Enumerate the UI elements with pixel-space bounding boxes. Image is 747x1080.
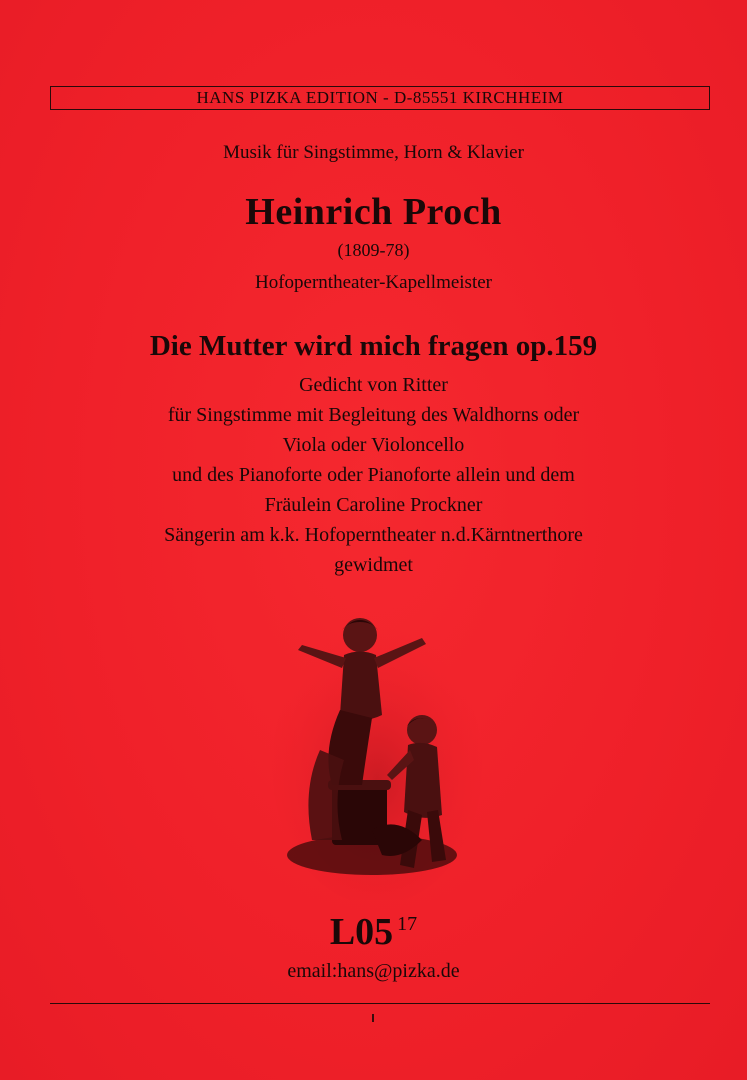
publisher-line: HANS PIZKA EDITION - D-85551 KIRCHHEIM bbox=[196, 88, 564, 107]
composer-dates: (1809-78) bbox=[337, 240, 410, 260]
bottom-tick-mark bbox=[372, 1014, 374, 1022]
dedication-line: gewidmet bbox=[334, 554, 413, 576]
contact-email: email:hans@pizka.de bbox=[287, 960, 460, 982]
dedication-line: für Singstimme mit Begleitung des Waldhorns oder bbox=[167, 404, 580, 426]
dedication-block bbox=[0, 370, 747, 580]
subtitle: Musik für Singstimme, Horn & Klavier bbox=[223, 142, 524, 163]
catalog-code: L05 bbox=[329, 911, 394, 953]
composer-role: Hofoperntheater-Kapellmeister bbox=[254, 272, 492, 293]
catalog-number bbox=[0, 910, 747, 954]
dedication-line: Viola oder Violoncello bbox=[282, 434, 465, 456]
catalog-superscript: 17 bbox=[397, 913, 418, 935]
bottom-rule bbox=[50, 1003, 710, 1004]
dedication-line: Sängerin am k.k. Hofoperntheater n.d.Kärntnerthore bbox=[164, 524, 583, 546]
cherubs-illustration bbox=[272, 600, 482, 900]
publisher-header bbox=[50, 86, 710, 110]
dedication-line: und des Pianoforte oder Pianoforte allein und dem bbox=[172, 464, 575, 486]
composer-name: Heinrich Proch bbox=[245, 191, 502, 233]
work-title: Die Mutter wird mich fragen op.159 bbox=[149, 330, 598, 362]
dedication-line: Fräulein Caroline Prockner bbox=[264, 494, 483, 516]
dedication-line: Gedicht von Ritter bbox=[299, 374, 448, 396]
